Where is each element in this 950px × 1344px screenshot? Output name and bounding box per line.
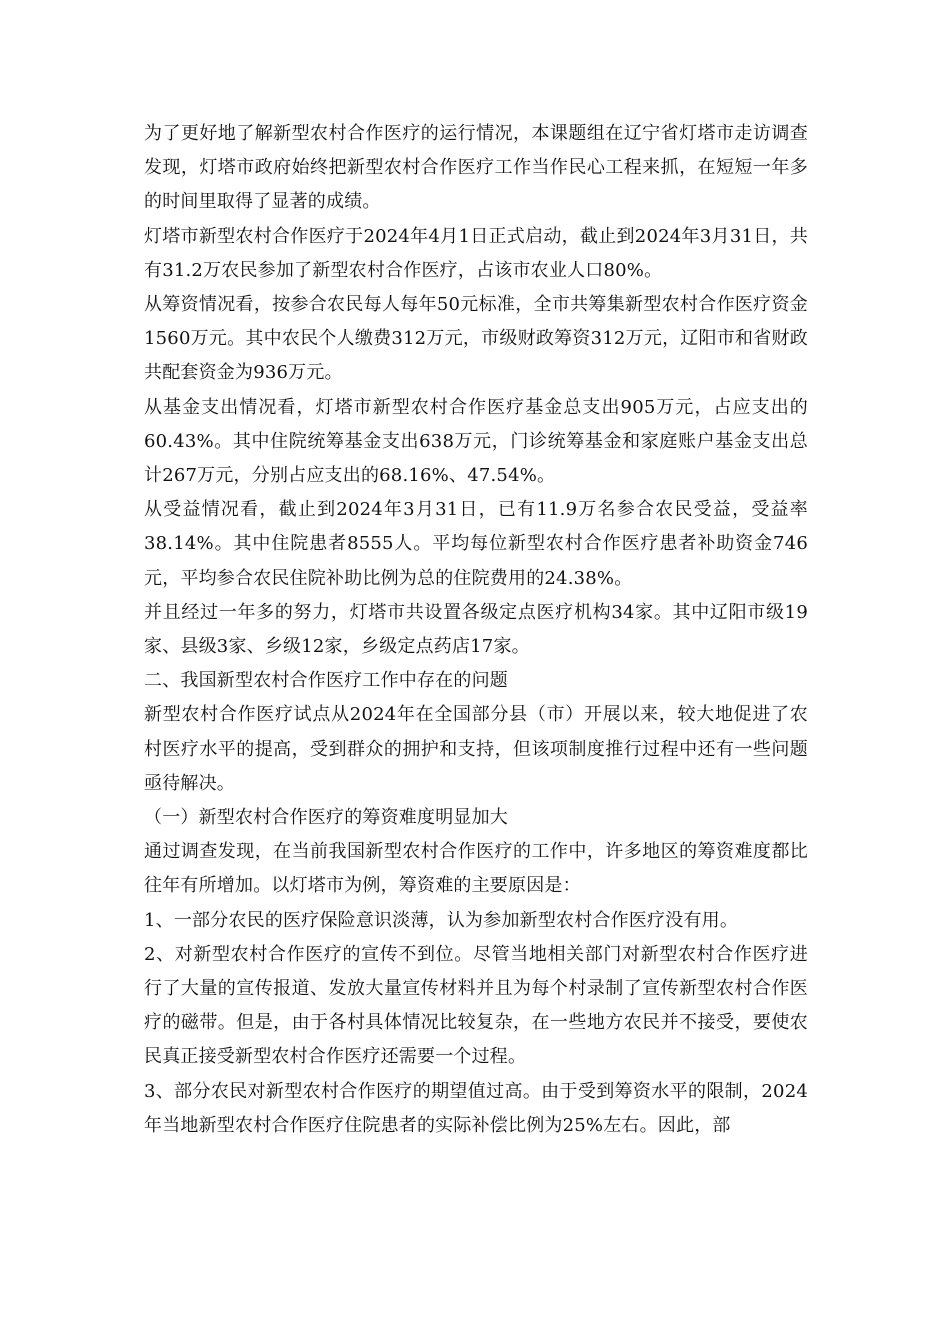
list-item-1: 1、一部分农民的医疗保险意识淡薄，认为参加新型农村合作医疗没有用。 [144,909,739,931]
subsection-heading-funding-difficulty: （一）新型农村合作医疗的筹资难度明显加大 [144,807,508,829]
paragraph-institutions: 并且经过一年多的努力，灯塔市共设置各级定点医疗机构34家。其中辽阳市级19家、县级3家、乡级12家，乡级定点药店17家。 [144,601,808,658]
list-item-2: 2、对新型农村合作医疗的宣传不到位。尽管当地相关部门对新型农村合作医疗进行了大量的宣传报道、发放大量宣传材料并且为每个村录制了宣传新型农村合作医疗的磁带。但是，由于各村具体情况比较复杂，在一些地方农民并不接受，要使农民真正接受新型农村合作医疗还需要一个过程。 [144,943,808,1068]
list-item-3: 3、部分农民对新型农村合作医疗的期望值过高。由于受到筹资水平的限制，2024年当地新型农村合作医疗住院患者的实际补偿比例为25%左右。因此，部 [144,1080,808,1136]
document-body [144,117,808,1143]
paragraph-intro: 为了更好地了解新型农村合作医疗的运行情况，本课题组在辽宁省灯塔市走访调查发现，灯塔市政府始终把新型农村合作医疗工作当作民心工程来抓，在短短一年多的时间里取得了显著的成绩。 [144,123,808,213]
section-heading-problems: 二、我国新型农村合作医疗工作中存在的问题 [144,670,508,692]
paragraph-launch: 灯塔市新型农村合作医疗于2024年4月1日正式启动，截止到2024年3月31日，共有31.2万农民参加了新型农村合作医疗，占该市农业人口80%。 [144,225,808,281]
paragraph-pilot: 新型农村合作医疗试点从2024年在全国部分县（市）开展以来，较大地促进了农村医疗水平的提高，受到群众的拥护和支持，但该项制度推行过程中还有一些问题亟待解决。 [144,704,808,794]
paragraph-survey: 通过调查发现，在当前我国新型农村合作医疗的工作中，许多地区的筹资难度都比往年有所增加。以灯塔市为例，筹资难的主要原因是： [144,841,808,897]
paragraph-funding: 从筹资情况看，按参合农民每人每年50元标准，全市共筹集新型农村合作医疗资金1560万元。其中农民个人缴费312万元，市级财政筹资312万元，辽阳市和省财政共配套资金为936万元。 [144,294,808,384]
paragraph-expenditure: 从基金支出情况看，灯塔市新型农村合作医疗基金总支出905万元，占应支出的60.43%。其中住院统筹基金支出638万元，门诊统筹基金和家庭账户基金支出总计267万元，分别占应支出的68.16%、47.54%。 [144,396,808,487]
paragraph-beneficiaries: 从受益情况看，截止到2024年3月31日，已有11.9万名参合农民受益，受益率38.14%。其中住院患者8555人。平均每位新型农村合作医疗患者补助资金746元，平均参合农民住院补助比例为总的住院费用的24.38%。 [144,499,808,589]
